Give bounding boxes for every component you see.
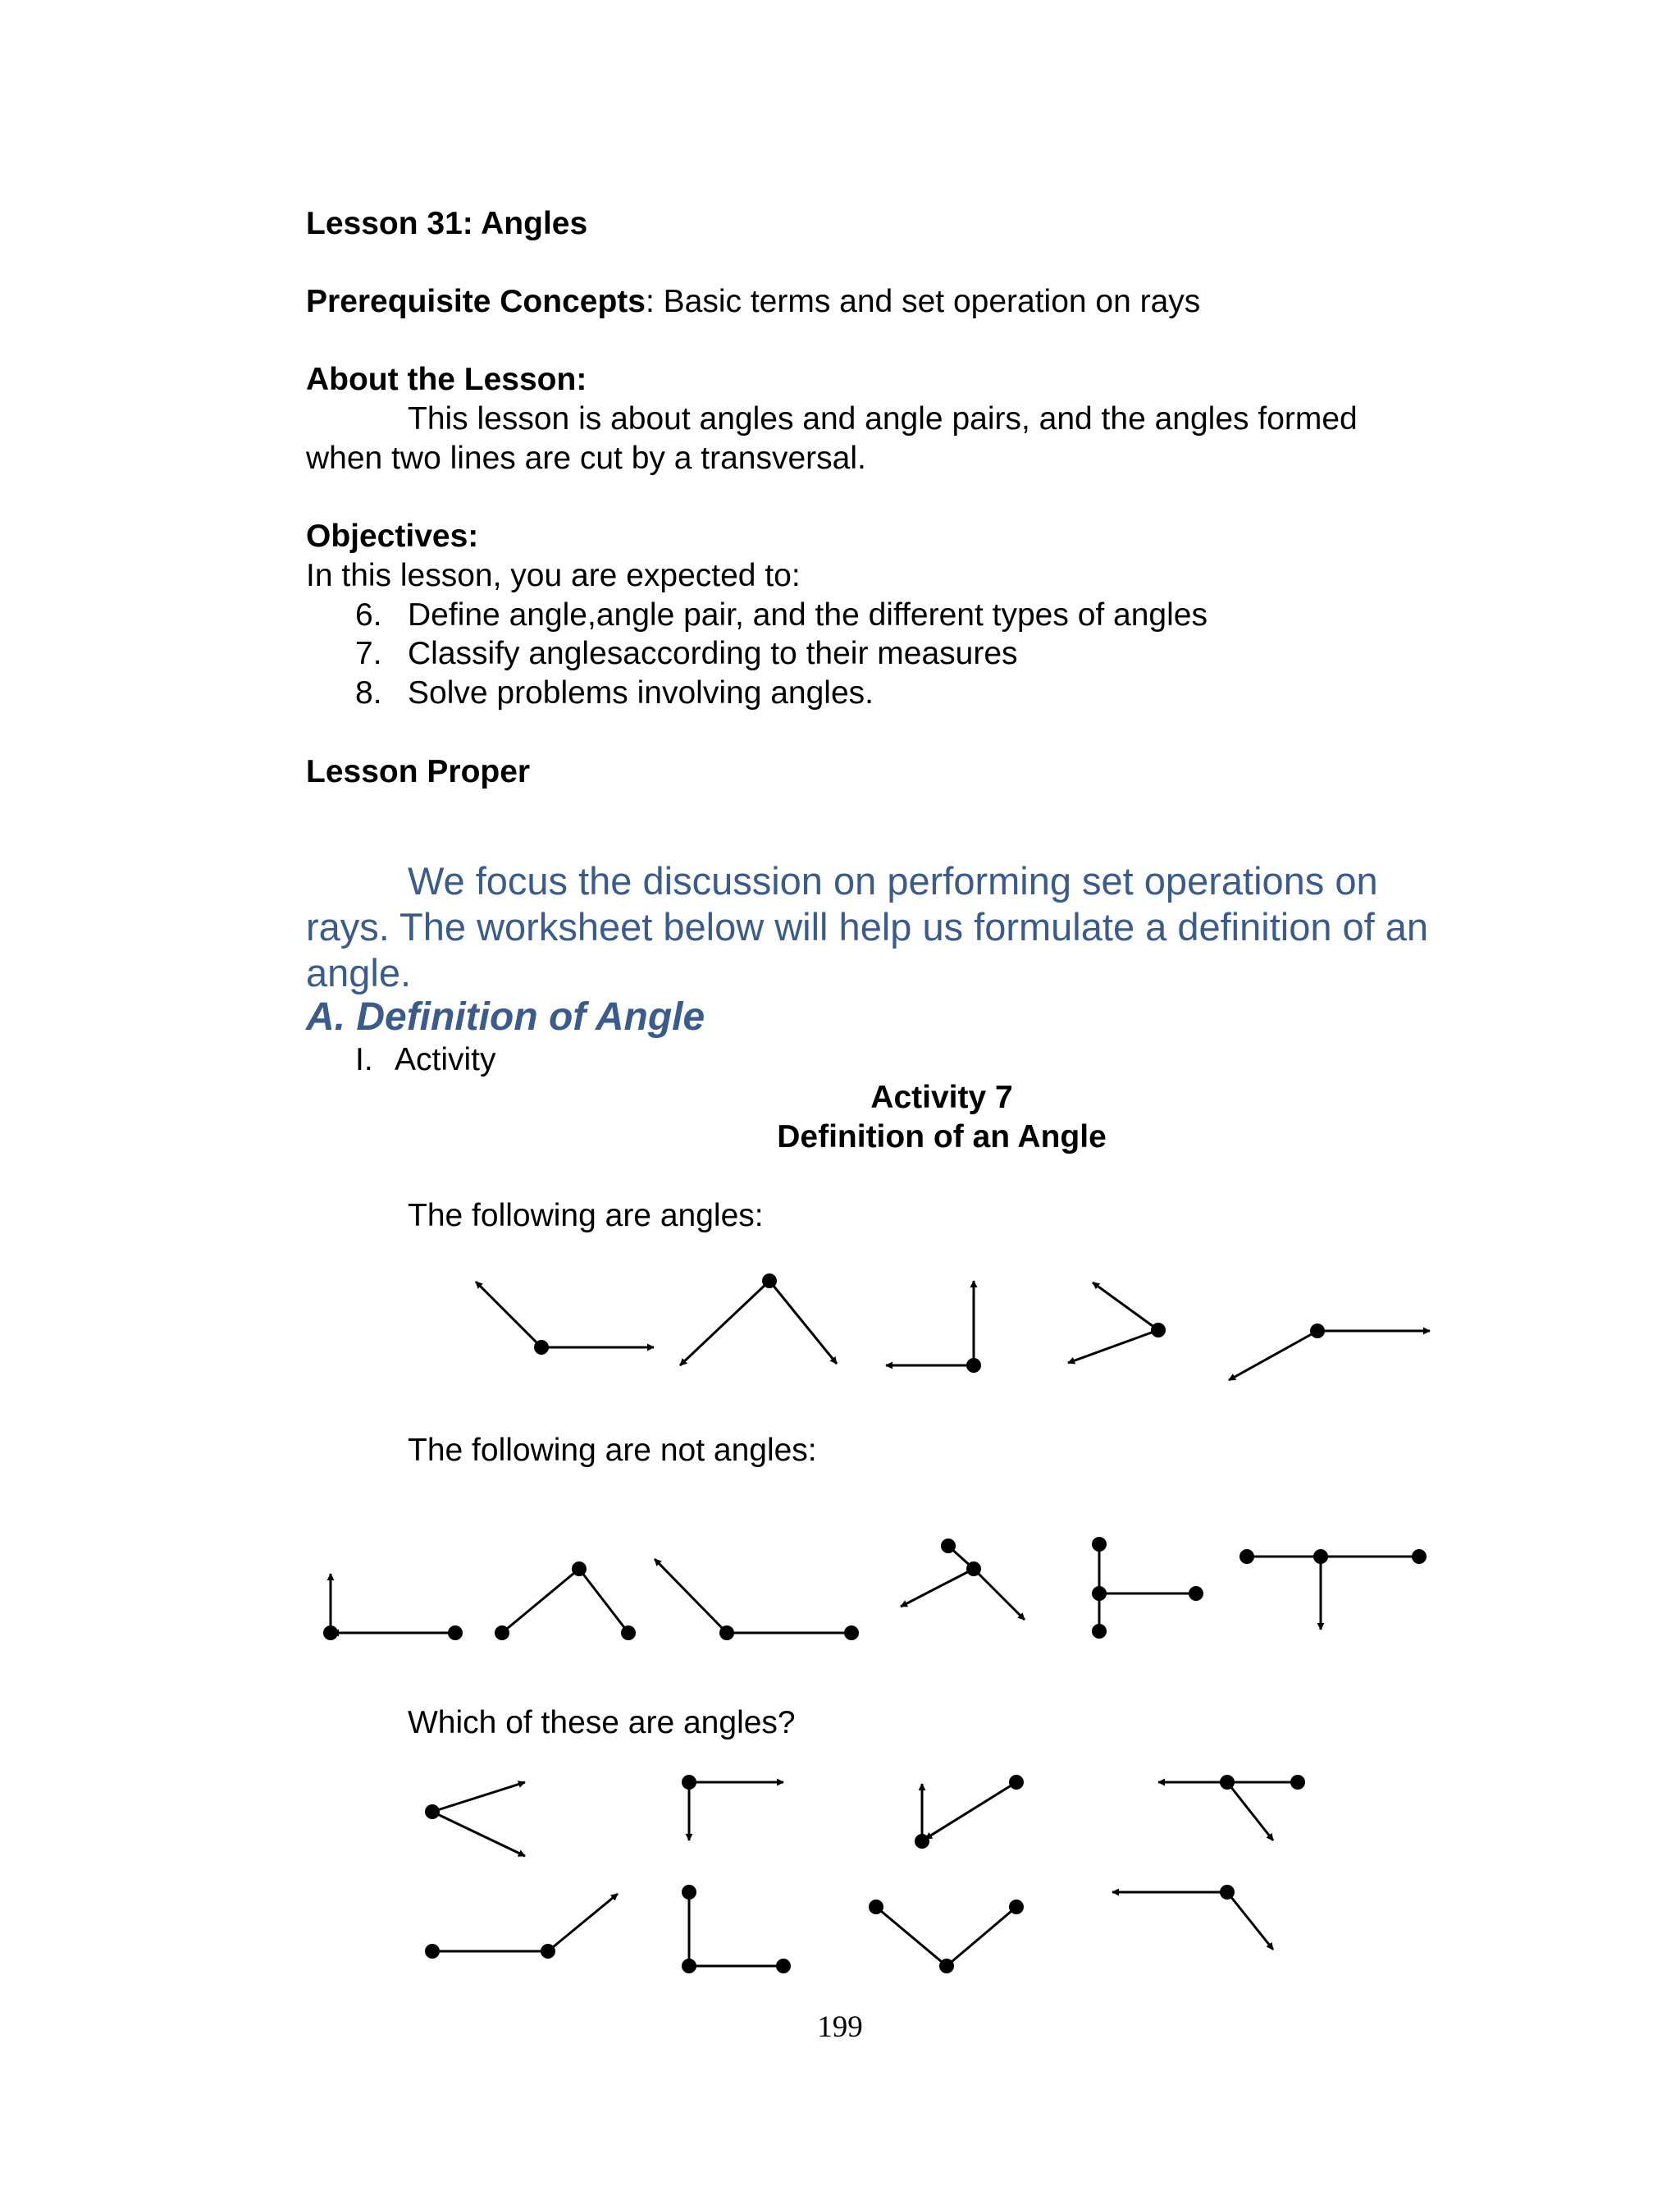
angle-figure [680, 1273, 837, 1365]
prompt-which-angles: Which of these are angles? [408, 1705, 796, 1740]
question-figure [915, 1775, 1024, 1849]
objective-item: Define angle,angle pair, and the different types of angles [408, 597, 1208, 633]
angle-figure [1229, 1324, 1430, 1380]
prerequisite-label: Prerequisite Concepts [306, 284, 646, 319]
non-angle-figure [495, 1561, 636, 1640]
lesson-title: Lesson 31: Angles [306, 206, 588, 241]
page-number: 199 [817, 2010, 863, 2044]
prompt-not-angles: The following are not angles: [408, 1433, 817, 1468]
non-angle-figure [1092, 1537, 1203, 1639]
angle-figure [886, 1281, 981, 1373]
about-heading: About the Lesson: [306, 362, 587, 397]
focus-line-3: angle. [306, 951, 412, 994]
angle-figure [1068, 1282, 1166, 1363]
about-line-1: This lesson is about angles and angle pairs, and the angles formed [408, 401, 1358, 437]
activity-title: Activity 7 [870, 1080, 1013, 1115]
about-line-2: when two lines are cut by a transversal. [306, 441, 866, 476]
objectives-heading: Objectives: [306, 519, 479, 554]
activity-item-number: I. [355, 1042, 373, 1077]
prompt-are-angles: The following are angles: [408, 1198, 764, 1233]
activity-subtitle: Definition of an Angle [777, 1119, 1107, 1154]
prerequisite-text: : Basic terms and set operation on rays [645, 284, 1201, 319]
objective-number: 7. [355, 636, 382, 671]
angle-figure [476, 1282, 654, 1355]
section-a-heading: A. Definition of Angle [306, 995, 705, 1039]
question-figure [682, 1775, 783, 1840]
objective-item: Solve problems involving angles. [408, 675, 874, 711]
objective-number: 8. [355, 675, 382, 711]
question-figure [869, 1900, 1024, 1973]
question-figure [425, 1894, 618, 1959]
question-figure [1158, 1775, 1305, 1840]
activity-item-label: Activity [395, 1042, 496, 1077]
lesson-proper-heading: Lesson Proper [306, 754, 531, 789]
question-figure [425, 1782, 525, 1856]
objectives-intro: In this lesson, you are expected to: [306, 558, 801, 593]
non-angle-figure [323, 1574, 463, 1640]
focus-line-2: rays. The worksheet below will help us formulate a definition of an [306, 905, 1429, 949]
non-angle-figure [1239, 1549, 1427, 1630]
question-figure [1112, 1885, 1273, 1950]
non-angle-figure [901, 1538, 1025, 1620]
non-angle-figure [655, 1559, 859, 1640]
focus-line-1: We focus the discussion on performing set operations on [408, 859, 1378, 903]
question-figure [682, 1885, 791, 1973]
objective-item: Classify anglesaccording to their measures [408, 636, 1018, 671]
objective-number: 6. [355, 597, 382, 633]
